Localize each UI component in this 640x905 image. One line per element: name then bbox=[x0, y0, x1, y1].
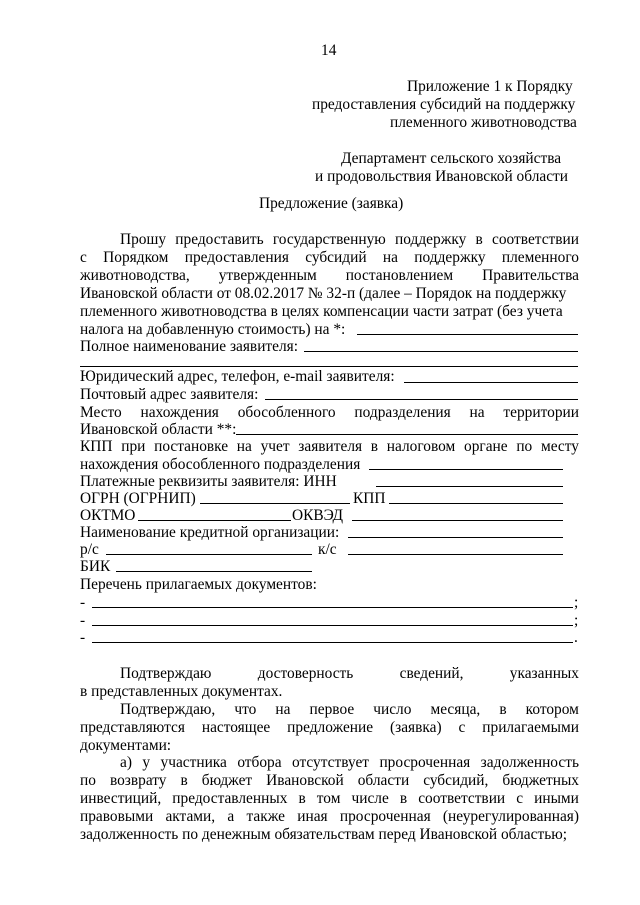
confirm-month-line2: представляются настоящее предложение (заявка) с прилагаемыми bbox=[80, 719, 579, 736]
ks-input-line[interactable] bbox=[348, 554, 563, 555]
document-item-3-end: . bbox=[574, 629, 578, 646]
confirm-month-line3: документами: bbox=[80, 737, 172, 754]
intro-line1: Прошу предоставить государственную поддержку в соответствии bbox=[120, 231, 579, 248]
branch-location-label: Место нахождения обособленного подразделения на территории bbox=[80, 404, 579, 421]
bank-name-label: Наименование кредитной организации: bbox=[80, 524, 340, 541]
branch-kpp-label-2: нахождения обособленного подразделения bbox=[80, 456, 361, 473]
documents-list-label: Перечень прилагаемых документов: bbox=[80, 576, 317, 593]
department-line2: и продовольствия Ивановской области bbox=[315, 168, 569, 185]
item-a-line4: правовыми актами, а также иная просроченная (неурегулированная) bbox=[80, 808, 579, 825]
ks-label: к/с bbox=[318, 541, 337, 558]
item-a-line5: задолженность по денежным обязательствам перед Ивановской областью; bbox=[80, 826, 567, 843]
full-name-label: Полное наименование заявителя: bbox=[80, 338, 299, 355]
legal-address-input-line[interactable] bbox=[404, 382, 578, 383]
rs-label: р/с bbox=[80, 541, 99, 558]
document-item-2-input-line[interactable] bbox=[92, 625, 573, 626]
document-title: Предложение (заявка) bbox=[259, 195, 404, 212]
postal-address-input-line[interactable] bbox=[265, 399, 578, 400]
postal-address-label: Почтовый адрес заявителя: bbox=[80, 386, 259, 403]
oktmo-input-line[interactable] bbox=[138, 520, 291, 521]
document-item-1-end: ; bbox=[574, 594, 579, 611]
intro-line4: Ивановской области от 08.02.2017 № 32-п (далее – Порядок на поддержку bbox=[80, 285, 567, 302]
document-item-3-input-line[interactable] bbox=[92, 642, 573, 643]
confirm-accuracy-line2: в представленных документах. bbox=[80, 683, 283, 700]
kpp-input-line[interactable] bbox=[389, 503, 563, 504]
branch-location-input-line[interactable] bbox=[236, 434, 578, 435]
rs-input-line[interactable] bbox=[106, 554, 312, 555]
document-item-3-dash: - bbox=[80, 629, 86, 646]
inn-input-line[interactable] bbox=[376, 486, 563, 487]
confirm-accuracy-line1: Подтверждаю достоверность сведений, указанных bbox=[120, 665, 579, 682]
payment-inn-label: Платежные реквизиты заявителя: ИНН bbox=[80, 473, 337, 490]
item-a-line3: инвестиций, предоставленных в том числе в соответствии с иными bbox=[80, 790, 579, 807]
intro-line5: племенного животноводства в целях компенсации части затрат (без учета bbox=[80, 303, 563, 320]
item-a-line1: а) у участника отбора отсутствует просроченная задолженность bbox=[120, 754, 579, 771]
okved-input-line[interactable] bbox=[352, 520, 563, 521]
legal-address-label: Юридический адрес, телефон, e-mail заявителя: bbox=[80, 368, 395, 385]
intro-line6: налога на добавленную стоимость) на *: bbox=[80, 321, 346, 338]
full-name-input-line[interactable] bbox=[304, 351, 578, 352]
item-a-line2: по возврату в бюджет Ивановской области субсидий, бюджетных bbox=[80, 772, 579, 789]
bik-label: БИК bbox=[80, 558, 111, 575]
appendix-title-line3: племенного животноводства bbox=[390, 114, 577, 131]
purpose-input-line[interactable] bbox=[357, 334, 578, 335]
branch-kpp-input-line[interactable] bbox=[369, 469, 563, 470]
confirm-month-line1: Подтверждаю, что на первое число месяца, в котором bbox=[120, 701, 579, 718]
kpp-label: КПП bbox=[353, 490, 386, 507]
document-item-2-dash: - bbox=[80, 612, 86, 629]
ogrn-label: ОГРН (ОГРНИП) bbox=[80, 490, 196, 507]
oktmo-label: ОКТМО bbox=[80, 507, 136, 524]
okved-label: ОКВЭД bbox=[292, 507, 344, 524]
intro-line2: с Порядком предоставления субсидий на поддержку племенного bbox=[80, 249, 579, 266]
full-name-input-line-2[interactable] bbox=[80, 366, 578, 367]
appendix-title-line2: предоставления субсидий на поддержку bbox=[312, 96, 576, 113]
document-item-2-end: ; bbox=[574, 612, 579, 629]
branch-location-label-2: Ивановской области **: bbox=[80, 421, 237, 438]
intro-line3: животноводства, утвержденным постановлением Правительства bbox=[80, 267, 579, 284]
appendix-title-line1: Приложение 1 к Порядку bbox=[407, 78, 573, 95]
department-line1: Департамент сельского хозяйства bbox=[341, 150, 562, 167]
page-number: 14 bbox=[321, 42, 337, 59]
bank-name-input-line[interactable] bbox=[348, 537, 563, 538]
branch-kpp-label: КПП при постановке на учет заявителя в налоговом органе по месту bbox=[80, 438, 579, 455]
ogrn-input-line[interactable] bbox=[200, 503, 350, 504]
document-item-1-dash: - bbox=[80, 594, 86, 611]
document-item-1-input-line[interactable] bbox=[92, 607, 573, 608]
bik-input-line[interactable] bbox=[116, 571, 312, 572]
